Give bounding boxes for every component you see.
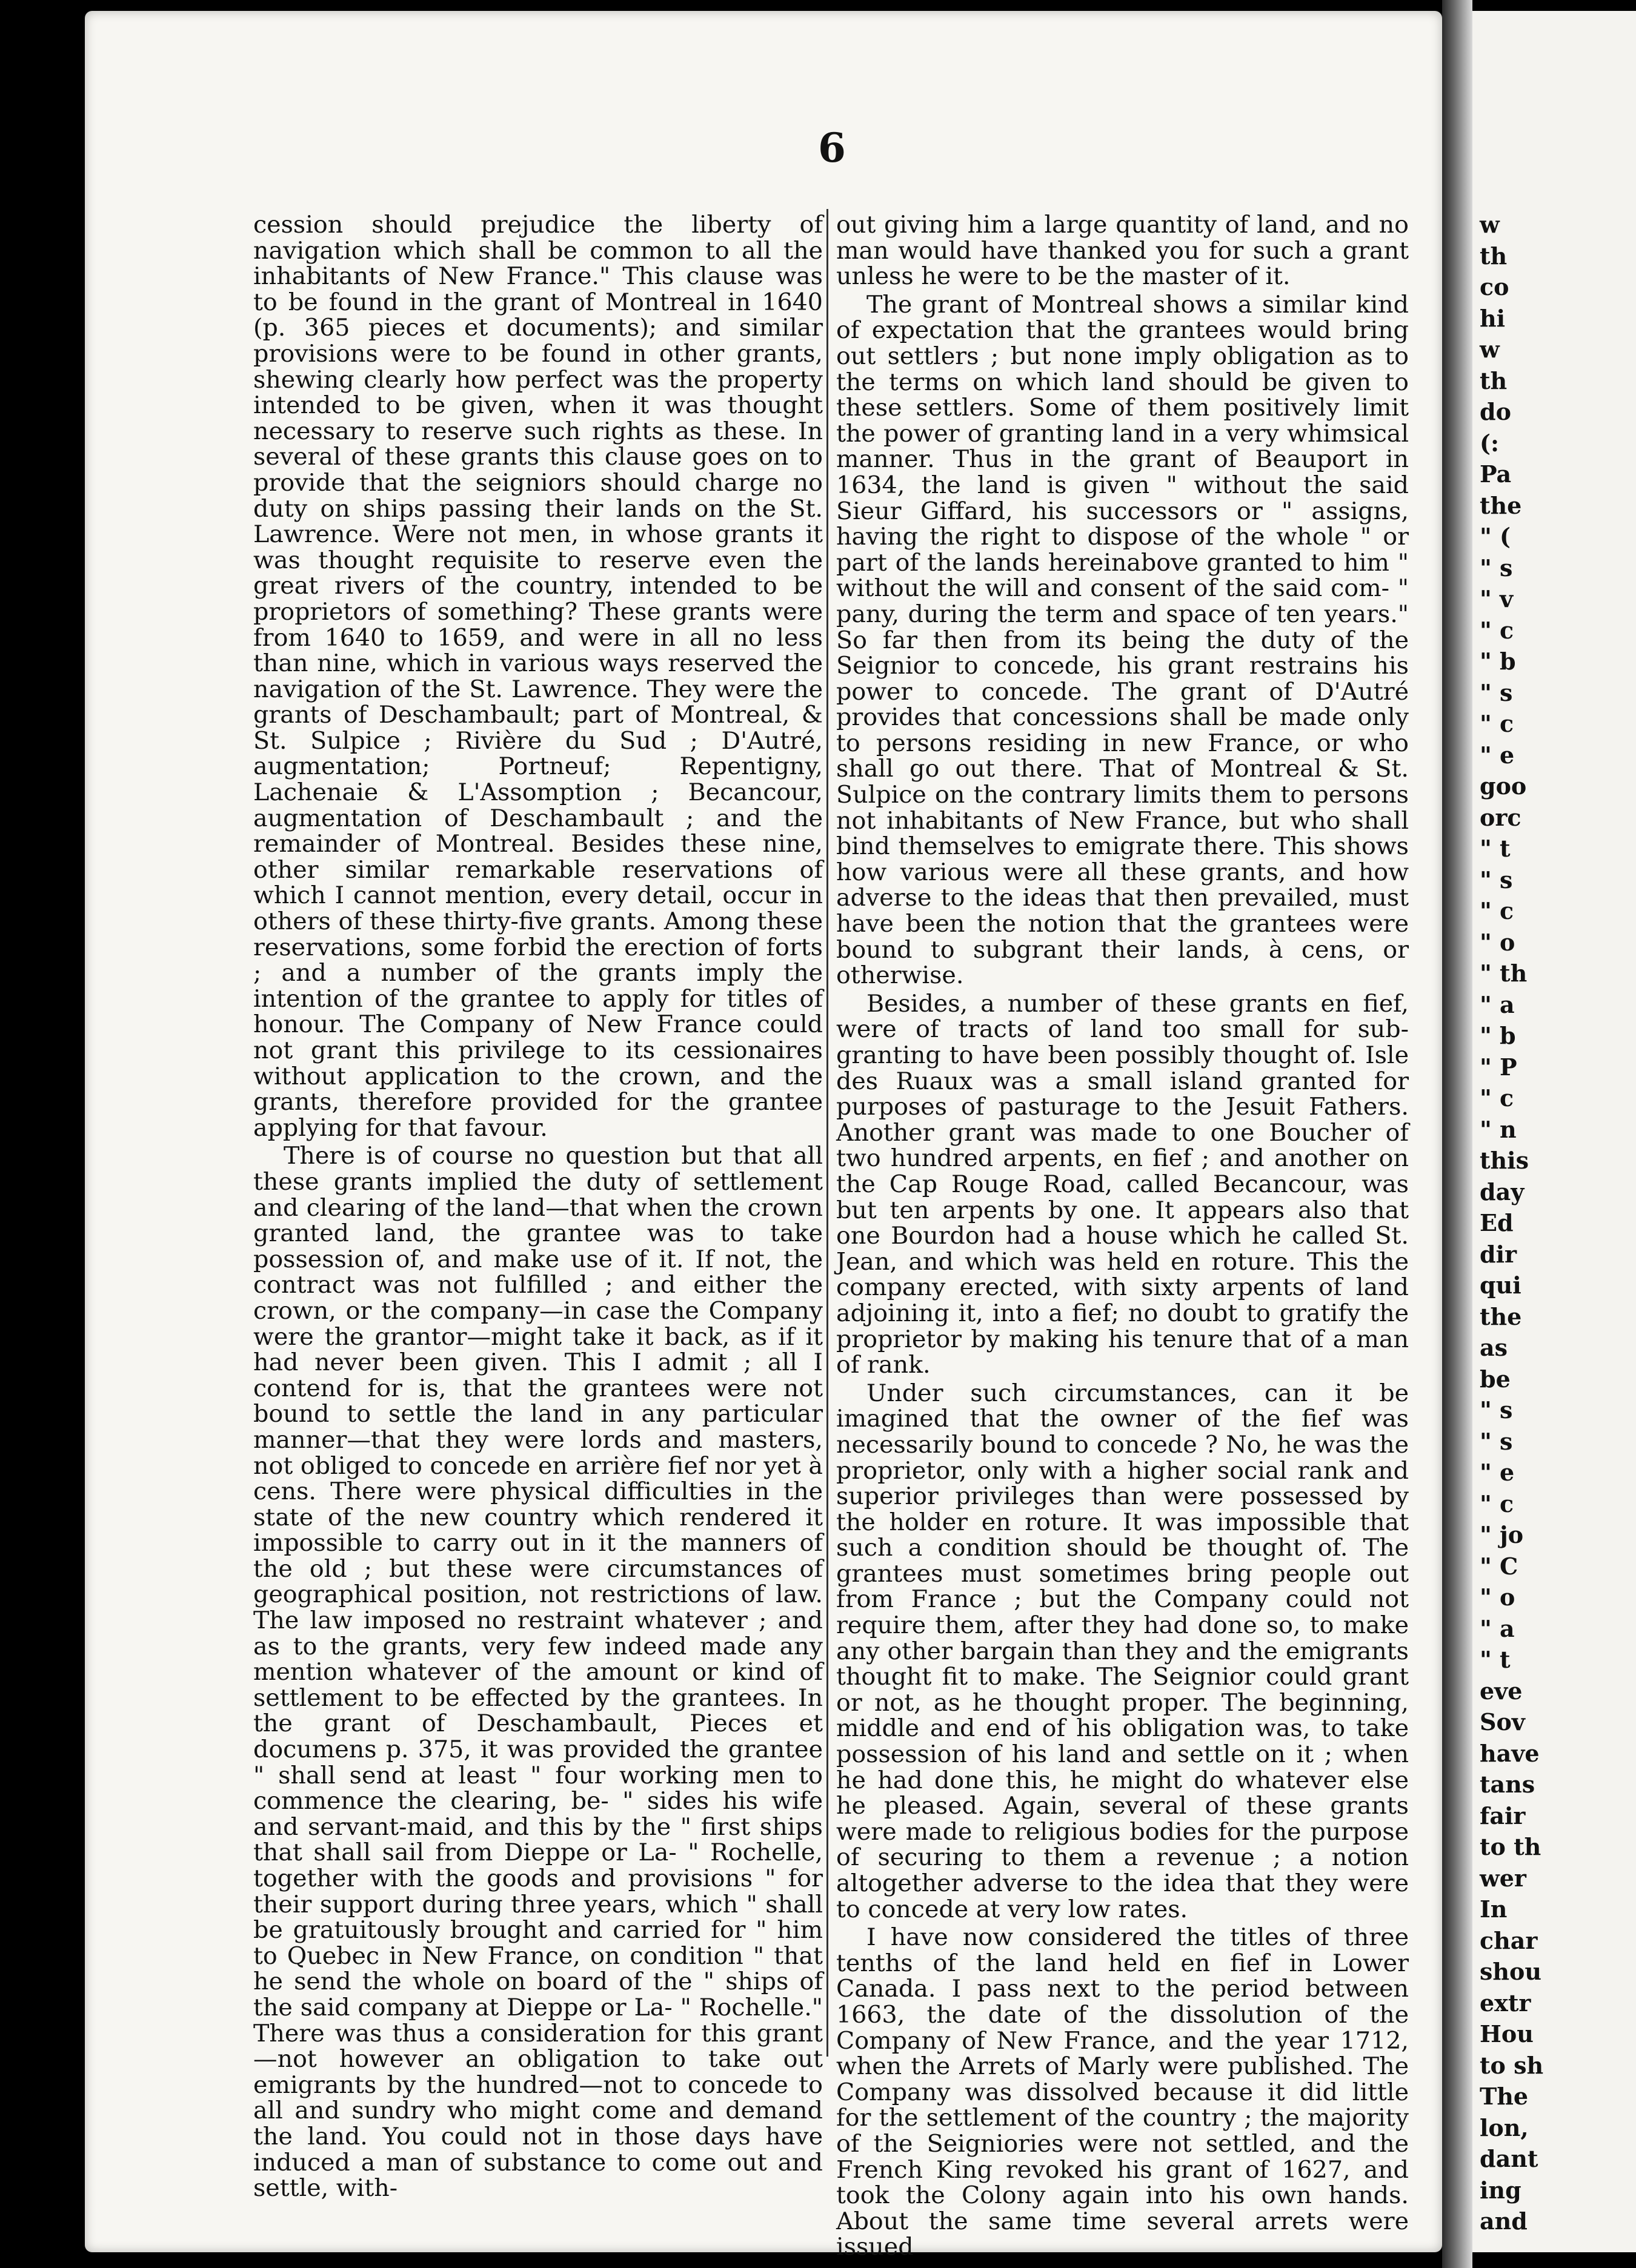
book-gutter <box>1442 0 1472 2268</box>
facing-page-fragment: the <box>1480 491 1522 519</box>
facing-page-fragment: fair <box>1480 1802 1526 1829</box>
facing-page-fragment: eve <box>1480 1677 1523 1705</box>
facing-page-fragment: " t <box>1480 1646 1511 1673</box>
facing-page-fragment: " c <box>1480 897 1514 924</box>
facing-page-fragment: Ed <box>1480 1209 1514 1236</box>
facing-page-fragment: wer <box>1480 1864 1526 1892</box>
facing-page-fragment: th <box>1480 242 1508 270</box>
facing-page-fragment: Sov <box>1480 1708 1525 1736</box>
paragraph: I have now considered the titles of three tenths of the land held en fief in Lower Canada. I pass next to the period between 1663, the date of the dissolution of the Company of New France, and the year 1712, when the Arrets of Marly were published. The Company was dissolved because it did little for the settlement of the country ; the majority of the Seigniories were not settled, and the French King revoked his grant of 1627, and took the Colony again into his own hands. About the same time several arrets were issued <box>836 1923 1409 2261</box>
facing-page-fragment: " t <box>1480 835 1511 862</box>
facing-page-fragment: " e <box>1480 741 1515 769</box>
facing-page-fragment: " e <box>1480 1459 1515 1486</box>
facing-page-fragment: " o <box>1480 1583 1515 1611</box>
facing-page-fragment: " v <box>1480 585 1514 612</box>
facing-page-fragment: goo <box>1480 772 1527 800</box>
facing-page-fragment: be <box>1480 1365 1511 1393</box>
facing-page-fragment: w <box>1480 336 1500 363</box>
facing-page-fragment: have <box>1480 1739 1540 1767</box>
facing-page-fragment: " ( <box>1480 523 1511 550</box>
facing-page-fragment: " s <box>1480 1396 1513 1424</box>
facing-page-fragment: " n <box>1480 1115 1517 1143</box>
facing-page-fragment: day <box>1480 1178 1525 1205</box>
facing-page-fragment: as <box>1480 1334 1508 1361</box>
facing-page-fragment: " o <box>1480 928 1515 956</box>
facing-page-fragment: dir <box>1480 1240 1517 1268</box>
facing-page-fragment: do <box>1480 398 1511 425</box>
facing-page-fragment: " a <box>1480 990 1515 1018</box>
left-text-column <box>253 212 823 2201</box>
facing-page-fragment: w <box>1480 211 1500 238</box>
facing-page-fragment: " jo <box>1480 1521 1524 1548</box>
facing-page-fragment: Pa <box>1480 460 1512 488</box>
facing-page-fragment: to th <box>1480 1833 1541 1860</box>
facing-page-fragment: co <box>1480 273 1509 300</box>
facing-page-fragment: " c <box>1480 710 1514 737</box>
right-text-column <box>836 212 1409 2260</box>
facing-page-fragment: Hou <box>1480 2020 1534 2047</box>
facing-page-fragment: lon, <box>1480 2114 1529 2141</box>
facing-page-fragment: orc <box>1480 803 1521 831</box>
facing-page-fragment: dant <box>1480 2145 1538 2172</box>
page-number: 6 <box>818 124 846 171</box>
facing-page-fragment: " s <box>1480 554 1513 582</box>
facing-page-fragment: " c <box>1480 1490 1514 1517</box>
facing-page-fragment: " s <box>1480 1427 1513 1455</box>
facing-page-fragment: (: <box>1480 429 1500 457</box>
facing-page-fragment: " s <box>1480 678 1513 706</box>
facing-page-fragment: shou <box>1480 1958 1541 1985</box>
facing-page-fragment: " b <box>1480 1022 1516 1049</box>
facing-page-fragment: char <box>1480 1926 1538 1954</box>
paragraph: Under such circumstances, can it be imagined that the owner of the fief was necessarily bound to concede ? No, he was the proprietor, only with a higher social rank and superior privileges than were possessed by the holder en roture. It was impossible that such a condition should be thought of. The grantees must sometimes bring people out from France ; but the Company could not require them, after they had done so, to make any other bargain than they and the emigrants thought fit to make. The Seignior could grant or not, as he thought proper. The beginning, middle and end of his obligation was, to take possession of his land and settle on it ; when he had done this, he might do whatever else he pleased. Again, several of these grants were made to religious bodies for the purpose of securing to them a revenue ; a notion altogether adverse to the idea that they were to concede at very low rates. <box>836 1379 1409 1923</box>
facing-page-fragment: th <box>1480 366 1508 394</box>
facing-page-fragment: ing <box>1480 2176 1521 2204</box>
paragraph: There is of course no question but that all these grants implied the duty of settlement and clearing of the land—that when the crown granted land, the grantee was to take possession of, and make use of it. If not, the contract was not fulfilled ; and either the crown, or the company—in case the Company were the grantor—might take it back, as if it had never been given. This I admit ; all I contend for is, that the grantees were not bound to settle the land in any particular manner—that they were lords and masters, not obliged to concede en arrière fief nor yet à cens. There were physical difficulties in the state of the new country which rendered it impossible to carry out in it the manners of the old ; but these were circumstances of geographical position, not restrictions of law. The law imposed no restraint whatever ; and as to the grants, very few indeed made any mention whatever of the amount or kind of settlement to be effected by the grantees. In the grant of Deschambault, Pieces et documens p. 375, it was provided the grantee " shall send at least " four working men to commence the clearing, be- " sides his wife and servant-maid, and this by the " first ships that shall sail from Dieppe or La- " Rochelle, together with the goods and provisions " for their support during three years, which " shall be gratuitously brought and carried for " him to Quebec in New France, on condition " that he send the whole on board of the " ships of the said company at Dieppe or La- " Rochelle." There was thus a consideration for this grant—not however an obligation to take out emigrants by the hundred—not to concede to all and sundry who might come and demand the land. You could not in those days have induced a man of substance to come out and settle, with- <box>253 1142 823 2203</box>
facing-page-fragment: to sh <box>1480 2051 1544 2079</box>
facing-page-fragment: In <box>1480 1895 1508 1923</box>
facing-page-fragment: and <box>1480 2207 1528 2235</box>
facing-page-fragment: qui <box>1480 1272 1521 1299</box>
facing-page-fragment: the <box>1480 1302 1522 1330</box>
column-divider <box>826 209 828 2057</box>
facing-page-fragment: " a <box>1480 1614 1515 1642</box>
facing-page-fragment: " th <box>1480 960 1528 987</box>
paragraph: Besides, a number of these grants en fief, were of tracts of land too small for sub-granting to have been possibly thought of. Isle des Ruaux was a small island granted for purposes of pasturage to the Jesuit Fathers. Another grant was made to one Boucher of two hundred arpents, en fief ; and another on the Cap Rouge Road, called Becancour, was but ten arpents by one. It appears also that one Bourdon had a house which he called St. Jean, and which was held en roture. This the company erected, with sixty arpents of land adjoining it, into a fief; no doubt to gratify the proprietor by making his tenure that of a man of rank. <box>836 989 1409 1379</box>
facing-page-fragment: The <box>1480 2083 1529 2110</box>
paragraph: The grant of Montreal shows a similar kind of expectation that the grantees would bring out settlers ; but none imply obligation as to the terms on which land should be given to these settlers. Some of them positively limit the power of granting land in a very whimsical manner. Thus in the grant of Beauport in 1634, the land is given " without the said Sieur Giffard, his successors or " assigns, having the right to dispose of the whole " or part of the lands hereinabove granted to him " without the will and consent of the said com- " pany, during the term and space of ten years." So far then from its being the duty of the Seignior to concede, his grant restrains his power to concede. The grant of D'Autré provides that concessions shall be made only to persons residing in new France, or who shall go out there. That of Montreal & St. Sulpice on the contrary limits them to persons not inhabitants of New France, but who shall bind themselves to emigrate there. This shows how various were all these grants, and how adverse to the ideas that then prevailed, must have been the notion that the grantees were bound to subgrant their lands, à cens, or otherwise. <box>836 290 1409 990</box>
facing-page-edge <box>1472 11 1636 2252</box>
facing-page-fragment: " b <box>1480 648 1516 675</box>
facing-page-fragment: tans <box>1480 1771 1535 1798</box>
facing-page-fragment: " C <box>1480 1552 1518 1580</box>
facing-page-fragment: " P <box>1480 1053 1517 1081</box>
facing-page-fragment: " c <box>1480 616 1514 644</box>
facing-page-fragment: extr <box>1480 1989 1531 2017</box>
facing-page-fragment: this <box>1480 1147 1529 1174</box>
facing-page-fragment: " s <box>1480 866 1513 894</box>
facing-page-fragment: " c <box>1480 1084 1514 1112</box>
paragraph: out giving him a large quantity of land, and no man would have thanked you for such a grant unless he were to be the master of it. <box>836 211 1409 291</box>
facing-page-fragment: hi <box>1480 304 1506 332</box>
paragraph: cession should prejudice the liberty of navigation which shall be common to all the inhabitants of New France." This clause was to be found in the grant of Montreal in 1640 (p. 365 pieces et documents); and similar provisions were to be found in other grants, shewing clearly how perfect was the property intended to be given, when it was thought necessary to reserve such rights as these. In several of these grants this clause goes on to provide that the seigniors should charge no duty on ships passing their lands on the St. Lawrence. Were not men, in whose grants it was thought requisite to reserve even the great rivers of the country, intended to be proprietors of something? These grants were from 1640 to 1659, and were in all no less than nine, which in various ways reserved the navigation of the St. Lawrence. They were the grants of Deschambault; part of Montreal, & St. Sulpice ; Rivière du Sud ; D'Autré, augmentation; Portneuf; Repentigny, Lachenaie & L'Assomption ; Becancour, augmentation of Deschambault ; and the remainder of Montreal. Besides these nine, other similar remarkable reservations of which I cannot mention, every detail, occur in others of these thirty-five grants. Among these reservations, some forbid the erection of forts ; and a number of the grants imply the intention of the grantee to apply for titles of honour. The Company of New France could not grant this privilege to its cessionaires without application to the crown, and the grants, therefore provided for the grantee applying for that favour. <box>253 211 823 1142</box>
